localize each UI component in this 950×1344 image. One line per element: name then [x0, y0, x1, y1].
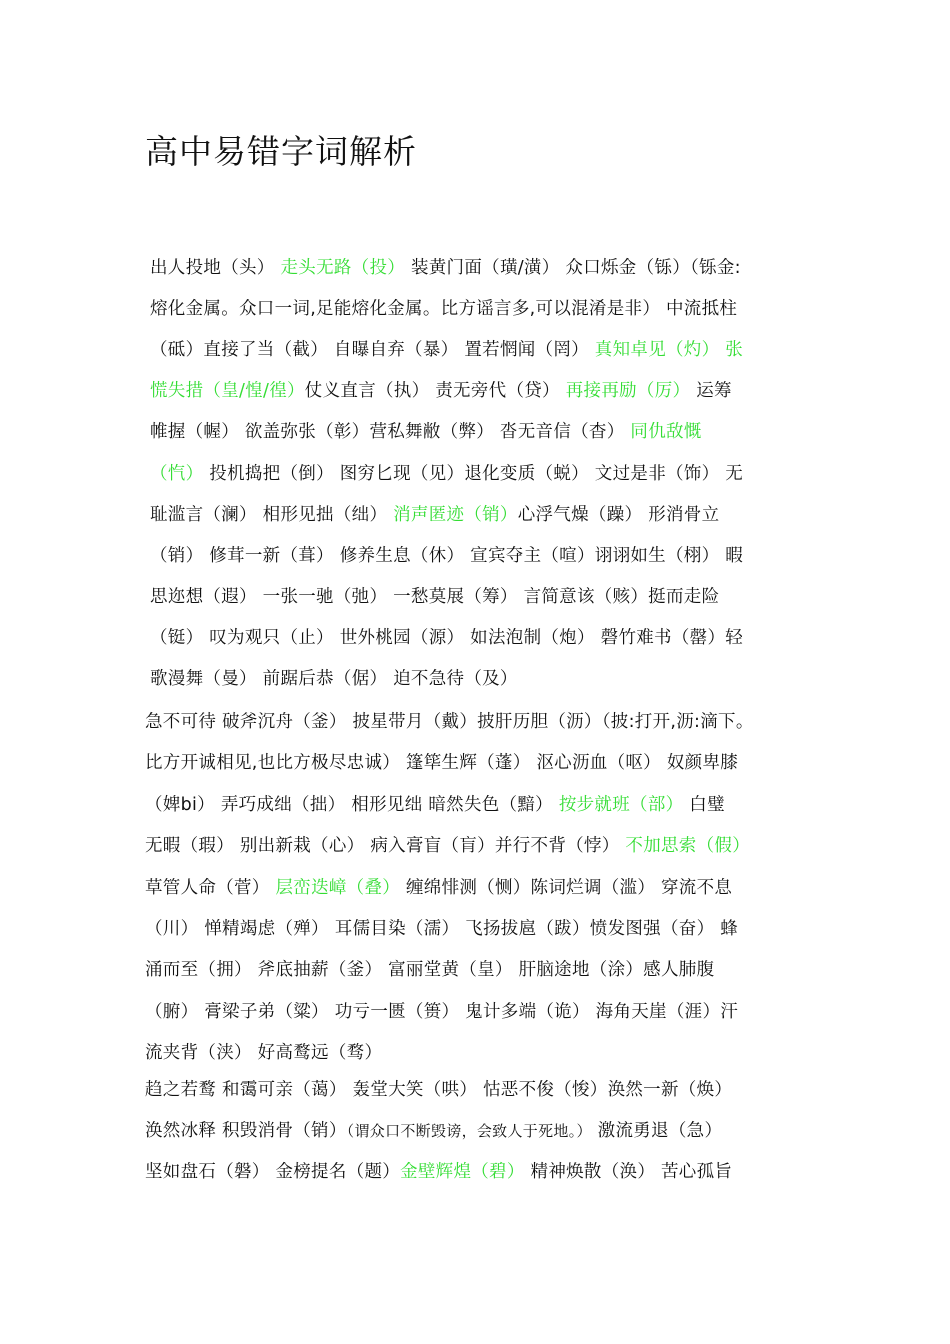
text-line	[150, 460, 743, 485]
text-segment: （销） 修茸一新（葺） 修养生息（休） 宣宾夺主（喧）诩诩如生（栩） 暇	[150, 545, 744, 566]
text-segment: 出人投地（头）	[150, 258, 281, 278]
text-segment: 趋之若鹜 和霭可亲（蔼） 轰堂大笑（哄） 怙恶不俊（悛）涣然一新（焕）	[145, 1080, 733, 1100]
highlighted-term: 层峦迭嶂（叠）	[275, 877, 401, 898]
text-segment: 思迩想（遐） 一张一驰（弛） 一愁莫展（筹） 言简意该（赅）挺而走险	[150, 586, 720, 607]
text-line	[145, 1039, 382, 1064]
text-segment: 草管人命（菅）	[145, 877, 276, 898]
text-line	[150, 377, 732, 402]
text-segment: 投机捣把（倒） 图穷匕现（见）退化变质（蜕） 文过是非（饰） 无	[203, 463, 744, 484]
text-segment: 激流勇退（急）	[591, 1121, 723, 1141]
text-segment: 歌漫舞（曼） 前踞后恭（倨） 迫不急待（及）	[150, 669, 518, 689]
text-segment: （铤） 叹为观只（止） 世外桃园（源） 如法泡制（炮） 磬竹难书（罄）轻	[150, 627, 744, 648]
text-line	[145, 1076, 732, 1101]
text-line	[145, 749, 738, 774]
highlighted-term: 同仇敌慨	[630, 422, 702, 443]
text-segment: 涣然冰释 积毁消骨（销）	[145, 1121, 347, 1141]
text-line	[150, 254, 741, 279]
text-line	[145, 791, 725, 816]
text-segment: 无暇（瑕） 别出新栽（心） 病入膏盲（肓）并行不背（悖）	[145, 836, 626, 857]
text-line	[145, 832, 750, 857]
text-segment: 装黄门面（璜/潢） 众口烁金（铄）（铄金:	[405, 258, 741, 278]
highlighted-term: 金壁辉煌（碧）	[400, 1162, 525, 1182]
text-line	[145, 998, 738, 1023]
highlighted-term: （忾）	[150, 463, 204, 484]
text-line	[150, 418, 702, 443]
highlighted-term: 不加思索（假）	[625, 836, 750, 857]
text-line	[145, 915, 738, 940]
text-line	[150, 624, 743, 649]
text-line	[145, 708, 754, 733]
text-segment: 仗义直言（执） 责无旁代（贷）	[304, 381, 566, 402]
document-title: 高中易错字词解析	[145, 132, 417, 171]
text-segment: 缠绵悱测（恻）陈词烂调（滥） 穿流不息	[400, 877, 733, 898]
highlighted-term: 消声匿迹（销）	[393, 504, 518, 525]
text-segment: 心浮气燥（躁） 形消骨立	[517, 504, 720, 525]
text-line	[145, 956, 714, 981]
highlighted-term: 慌失措（皇/惶/徨）	[150, 381, 305, 402]
text-segment: 精神焕散（涣） 苦心孤旨	[524, 1162, 733, 1182]
highlighted-term: 再接再励（厉）	[565, 381, 691, 402]
text-line	[150, 542, 743, 567]
text-line	[145, 1117, 722, 1142]
text-line	[150, 583, 719, 608]
text-segment: 耻滥言（澜） 相形见拙（绌）	[150, 504, 394, 525]
text-segment: 坚如盘石（磐） 金榜提名（题）	[145, 1162, 401, 1182]
text-segment: （婢bi） 弄巧成绌（拙） 相形见绌 暗然失色（黯）	[145, 794, 559, 815]
text-line	[150, 665, 518, 690]
highlighted-term: 走头无路（投）	[280, 258, 406, 278]
highlighted-term: 真知卓见（灼） 张	[594, 340, 744, 361]
text-segment: 流夹背（浃） 好高鹜远（骛）	[145, 1043, 383, 1064]
highlighted-term: 按步就班（部）	[558, 794, 684, 815]
text-line	[150, 501, 719, 526]
text-segment: （腑） 膏梁子弟（粱） 功亏一匮（篑） 鬼计多端（诡） 海角天崖（涯）汗	[145, 1001, 739, 1022]
annotation-note: （谓众口不断毁谤，会致人于死地。）	[346, 1122, 592, 1140]
text-line	[145, 1158, 732, 1183]
text-segment: 急不可待 破斧沉舟（釜） 披星带月（戴）披肝历胆（沥）（披:打开,沥:滴下。	[145, 712, 754, 732]
text-segment: 帷握（幄） 欲盖弥张（彰）营私舞敝（弊） 沓无音信（杳）	[150, 422, 631, 443]
text-segment: 涌而至（拥） 斧底抽薪（釜） 富丽堂黄（皇） 肝脑途地（涂）感人肺腹	[145, 960, 715, 981]
text-segment: 白璧	[683, 794, 725, 815]
text-segment: 运筹	[690, 381, 732, 402]
text-line	[150, 295, 737, 320]
text-segment: （砥）直接了当（截） 自曝自弃（暴） 置若惘闻（罔）	[150, 340, 595, 361]
text-segment: 比方开诚相见,也比方极尽忠诚） 篷筚生辉（蓬） 沤心沥血（呕） 奴颜卑膝	[145, 753, 739, 774]
text-segment: 熔化金属。众口一词,足能熔化金属。比方谣言多,可以混淆是非） 中流抵柱	[150, 299, 738, 320]
text-line	[150, 336, 743, 361]
text-segment: （川） 惮精竭虑（殚） 耳儒目染（濡） 飞扬拔扈（跋）愤发图强（奋） 蜂	[145, 919, 739, 939]
text-line	[145, 874, 732, 899]
